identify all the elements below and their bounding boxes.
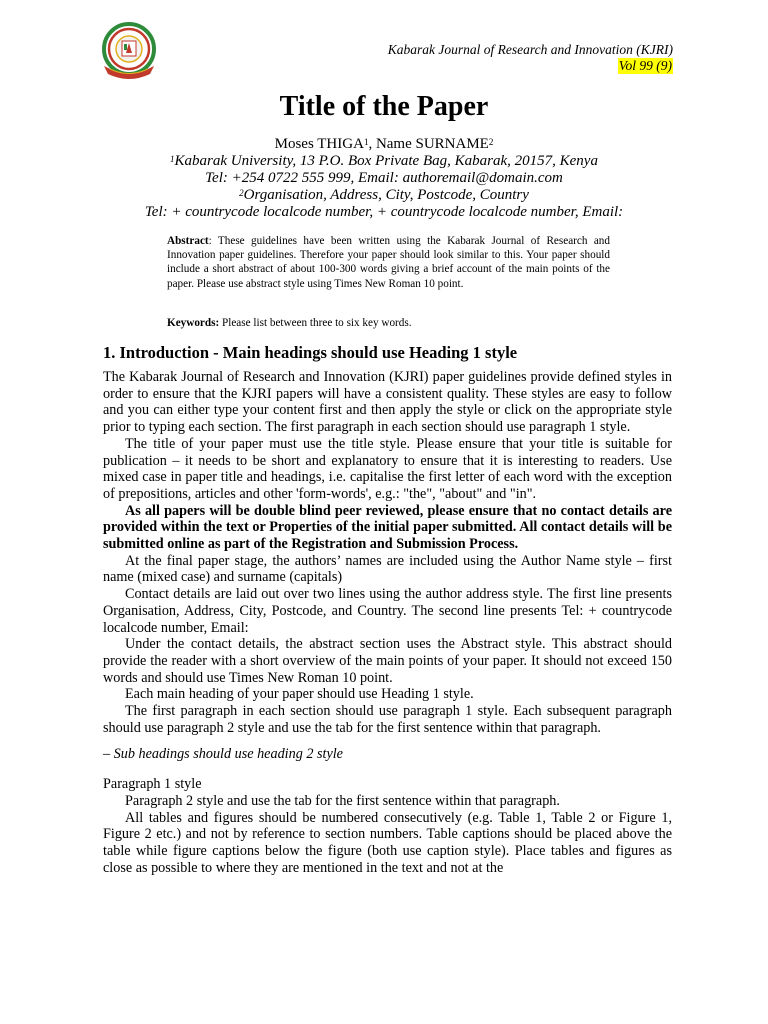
journal-header: [388, 42, 673, 74]
body-text: [103, 369, 672, 876]
volume-label: Vol 99 (9): [618, 58, 672, 73]
keywords-text: Please list between three to six key words.: [219, 317, 412, 329]
author-names: [0, 136, 768, 153]
paragraph-bold-notice: As all papers will be double blind peer reviewed, please ensure that no contact details are provided within the text or Properties of the initial paper submitted. All contact details will be submitted online as part of the Registration and Submission Process.: [103, 502, 672, 553]
journal-name: Kabarak Journal of Research and Innovation (KJRI): [387, 42, 673, 57]
affiliation-1-sup: 1: [170, 154, 175, 164]
abstract-text: : These guidelines have been written using the Kabarak Journal of Research and Innovation paper guidelines. Therefore your paper should look similar to this. Your paper should include a short abstract of about 100-300 words giving a brief account of the main points of the paper. Please use abstract style using Times New Roman 10 point.: [167, 235, 610, 290]
contact-1: Tel: +254 0722 555 999, Email: authoremail@domain.com: [205, 170, 563, 186]
paragraph: Under the contact details, the abstract section uses the Abstract style. This abstract should provide the reader with a short overview of the main points of your paper. It should not exceed 150 words and should use Times New Roman 10 point.: [103, 636, 672, 686]
paragraph: The title of your paper must use the title style. Please ensure that your title is suitable for publication – it needs to be short and explanatory to ensure that it is interesting to readers. Use mixed case in paper title and headings, i.e. capitalise the first letter of each word with the exception of prepositions, articles and other 'form-words', e.g.: "the", "about" and "in".: [103, 435, 672, 502]
paragraph: Contact details are laid out over two lines using the author address style. The first line presents Organisation, Address, City, Postcode, and Country. The second line presents Tel: + countrycode localcode number, Email:: [103, 586, 672, 636]
author-1-sup: 1: [363, 137, 369, 147]
paragraph: Paragraph 2 style and use the tab for the first sentence within that paragraph.: [125, 792, 560, 809]
paragraph: All tables and figures should be numbered consecutively (e.g. Table 1, Table 2 or Figure 1, Figure 2 etc.) and not by reference to section numbers. Table captions should be placed above the table while figure captions below the figure (both use caption style). Place tables and figures as close as possible to where they are mentioned in the text and not at the: [103, 809, 672, 876]
author-1-name: Moses THIGA: [274, 136, 364, 152]
section-heading: 1. Introduction - Main headings should use Heading 1 style: [103, 343, 518, 362]
paragraph: Paragraph 1 style: [103, 776, 202, 793]
affiliation-2: [0, 187, 768, 204]
keywords: [167, 316, 412, 330]
affiliation-2-sup: 2: [239, 188, 244, 198]
paragraph: The Kabarak Journal of Research and Innovation (KJRI) paper guidelines provide defined styles in order to ensure that the KJRI papers will have a consistent quality. These styles are easy to follow and you can either type your content first and then apply the style or click on the appropriate style prior to typing each section. The first paragraph in each section should use paragraph 1 style.: [103, 369, 672, 436]
affiliation-1: [0, 153, 768, 170]
affiliation-1-text: Kabarak University, 13 P.O. Box Private Bag, Kabarak, 20157, Kenya: [174, 153, 598, 169]
subheading: – Sub headings should use heading 2 style: [103, 746, 343, 763]
keywords-label: Keywords:: [167, 317, 220, 329]
author-2-name: , Name SURNAME: [368, 136, 489, 152]
paragraph: At the final paper stage, the authors’ names are included using the Author Name style – first name (mixed case) and surname (capitals): [103, 552, 672, 586]
university-logo: [100, 22, 158, 82]
contact-2: Tel: + countrycode localcode number, + countrycode localcode number, Email:: [144, 204, 624, 220]
abstract: [167, 234, 610, 291]
affiliation-2-text: Organisation, Address, City, Postcode, Country: [243, 187, 529, 203]
abstract-label: Abstract: [167, 235, 209, 247]
paragraph: Each main heading of your paper should use Heading 1 style.: [125, 686, 474, 703]
paragraph: The first paragraph in each section should use paragraph 1 style. Each subsequent paragraph should use paragraph 2 style and use the tab for the first sentence within that paragraph.: [103, 703, 672, 736]
author-block: [0, 136, 768, 221]
crest-icon: [100, 22, 158, 82]
author-2-sup: 2: [488, 137, 494, 147]
paper-title: Title of the Paper: [279, 91, 489, 122]
